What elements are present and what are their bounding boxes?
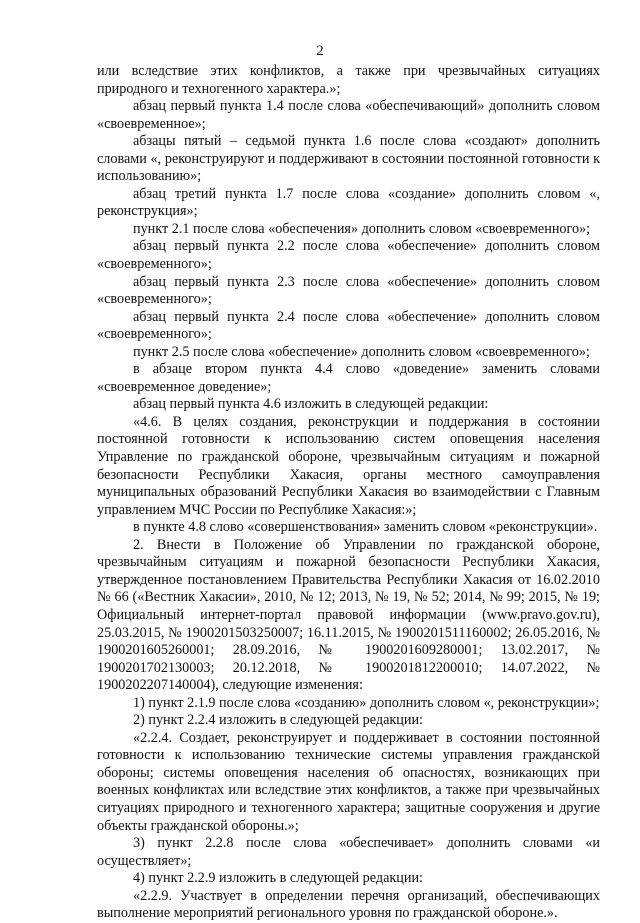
paragraph: абзац первый пункта 2.2 после слова «обеспечение» дополнить словом «своевременного»; xyxy=(97,238,600,273)
paragraph: 4) пункт 2.2.9 изложить в следующей редакции: xyxy=(133,870,423,887)
paragraph: 3) пункт 2.2.8 после слова «обеспечивает» дополнить словами «и осуществляет»; xyxy=(97,835,600,869)
page-number: 2 xyxy=(316,43,324,59)
paragraph: пункт 2.5 после слова «обеспечение» дополнить словом «своевременного»; xyxy=(133,343,590,360)
paragraph: абзац первый пункта 4.6 изложить в следующей редакции: xyxy=(133,396,489,413)
paragraph: абзац первый пункта 1.4 после слова «обеспечивающий» дополнить словом «своевременное»; xyxy=(97,98,600,132)
paragraph: 1) пункт 2.1.9 после слова «созданию» дополнить словом «, реконструкции»; xyxy=(133,694,600,711)
paragraph: абзац третий пункта 1.7 после слова «создание» дополнить словом «, реконструкция»; xyxy=(97,185,600,220)
paragraph: пункт 2.1 после слова «обеспечения» дополнить словом «своевременного»; xyxy=(133,220,591,237)
paragraph: «4.6. В целях создания, реконструкции и поддержания в состоянии постоянной готовности к использованию систем оповещения населения Управление по гражданской обороне, чрезвычайным ситуациям и пожарной безопасности Республики Хакасия, органы местного самоуправления муниципальных образований Республики Хакасия во взаимодействии с Главным управлением МЧС России по Республике Хакасия:»; xyxy=(97,413,600,518)
paragraph: в пункте 4.8 слово «совершенствования» заменить словом «реконструкции». xyxy=(133,519,598,536)
paragraph: 2. Внести в Положение об Управлении по гражданской обороне, чрезвычайным ситуациям и пожарной безопасности Республики Хакасия, утвержденное постановлением Правительства Республики Хакасия от 16.02.2010 № 66 («Вестник Хакасии», 2010, № 12; 2013, № 19, № 52; 2014, № 99; 2015, № 19; Официальный интернет-портал правовой информации (www.pravo.gov.ru), 25.03.2015, № 1900201503250007; 16.11.2015, № 1900201511160002; 26.05.2016, № 1900201605260001; 28.09.2016, № 1900201609280001; 13.02.2017, № 1900201702130003; 20.12.2018, № 1900201812200010; 14.07.2022, № 1900202207140004), следующие изменения: xyxy=(97,536,600,694)
paragraph: абзацы пятый – седьмой пункта 1.6 после слова «создают» дополнить словами «, реконструируют и поддерживают в состоянии постоянной готовности к использованию»; xyxy=(97,133,600,185)
paragraph: «2.2.4. Создает, реконструирует и поддерживает в состоянии постоянной готовности к использованию технические системы управления гражданской обороны; системы оповещения населения об опасностях, возникающих при военных конфликтах или вследствие этих конфликтов, а также при чрезвычайных ситуациях природного и техногенного характера; защитные сооружения и другие объекты гражданской обороны.»; xyxy=(97,729,600,834)
paragraph: абзац первый пункта 2.3 после слова «обеспечение» дополнить словом «своевременного»; xyxy=(97,273,600,308)
paragraph: «2.2.9. Участвует в определении перечня организаций, обеспечивающих выполнение мероприятий регионального уровня по гражданской обороне.». xyxy=(97,887,600,922)
paragraph: или вследствие этих конфликтов, а также при чрезвычайных ситуациях природного и техногенного характера.»; xyxy=(97,63,600,97)
document-body xyxy=(97,63,600,923)
paragraph: 2) пункт 2.2.4 изложить в следующей редакции: xyxy=(133,712,423,729)
paragraph: абзац первый пункта 2.4 после слова «обеспечение» дополнить словом «своевременного»; xyxy=(97,308,600,343)
paragraph: в абзаце втором пункта 4.4 слово «доведение» заменить словами «своевременное доведение»; xyxy=(97,361,600,395)
